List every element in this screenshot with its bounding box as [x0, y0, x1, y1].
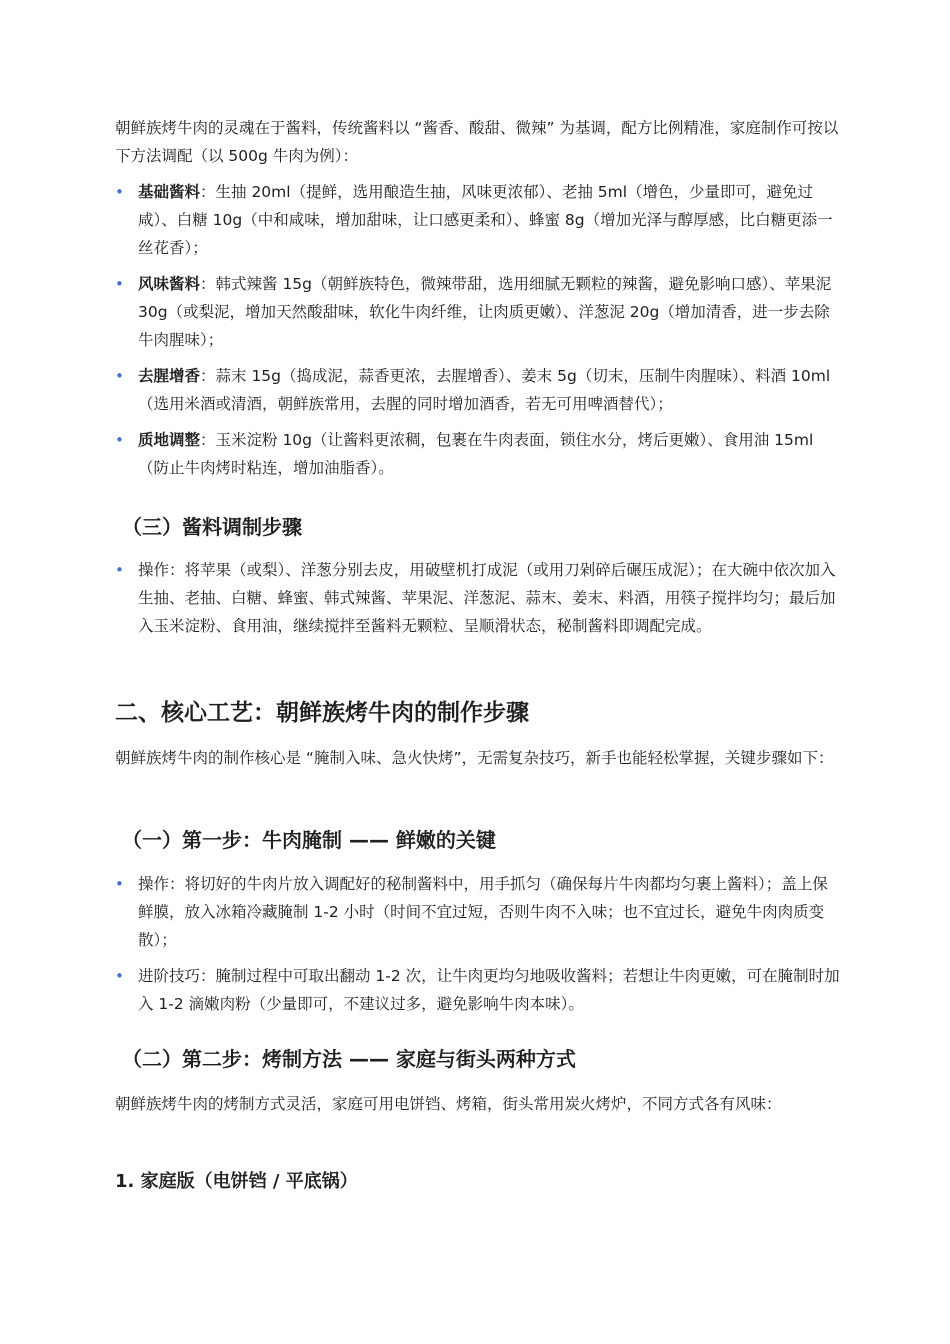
ingredient-text: ：蒜末 15g（捣成泥，蒜香更浓，去腥增香）、姜末 5g（切末，压制牛肉腥味）、料酒 10ml（选用米酒或清酒，朝鲜族常用，去腥的同时增加酒香，若无可用啤酒替代）；: [138, 367, 831, 413]
grilling-intro: 朝鲜族烤牛肉的烤制方式灵活，家庭可用电饼铛、烤箱，街头常用炭火烤炉，不同方式各有风味：: [115, 1095, 782, 1113]
core-process-intro: 朝鲜族烤牛肉的制作核心是 “腌制入味、急火快烤”，无需复杂技巧，新手也能轻松掌握，关键步骤如下：: [115, 749, 834, 767]
ingredient-label: 去腥增香: [138, 367, 201, 385]
section-heading-grilling: （二）第二步：烤制方法 —— 家庭与街头两种方式: [122, 1047, 576, 1071]
list-item: [115, 426, 840, 482]
list-item: • 操作：将切好的牛肉片放入调配好的秘制酱料中，用手抓匀（确保每片牛肉都均匀裹上酱料）；盖上保鲜膜，放入冰箱冷藏腌制 1-2 小时（时间不宜过短，否则牛肉不入味；也不宜过长，避免牛肉肉质变散）；: [115, 870, 840, 954]
intro-paragraph: 朝鲜族烤牛肉的灵魂在于酱料，传统酱料以 “酱香、酸甜、微辣” 为基调，配方比例精准，家庭制作可按以下方法调配（以 500g 牛肉为例）：: [115, 119, 839, 165]
ingredient-label: 基础酱料: [138, 183, 201, 201]
list-item: • 操作：将苹果（或梨）、洋葱分别去皮，用破壁机打成泥（或用刀剁碎后碾压成泥）；在大碗中依次加入生抽、老抽、白糖、蜂蜜、韩式辣酱、苹果泥、洋葱泥、蒜末、姜末、料酒，用筷子搅拌均匀；最后加入玉米淀粉、食用油，继续搅拌至酱料无颗粒、呈顺滑状态，秘制酱料即调配完成。: [115, 556, 840, 640]
ingredient-text: ：玉米淀粉 10g（让酱料更浓稠，包裹在牛肉表面，锁住水分，烤后更嫩）、食用油 15ml（防止牛肉烤时粘连，增加油脂香）。: [138, 431, 814, 477]
ingredient-text: ：生抽 20ml（提鲜，选用酿造生抽，风味更浓郁）、老抽 5ml（增色，少量即可，避免过咸）、白糖 10g（中和咸味，增加甜味，让口感更柔和）、蜂蜜 8g（增加光泽与醇厚感，比白糖更添一丝花香）；: [138, 183, 833, 257]
part-heading-core-process: 二、核心工艺：朝鲜族烤牛肉的制作步骤: [115, 700, 529, 726]
subheading-home-version: 1. 家庭版（电饼铛 / 平底锅）: [115, 1171, 358, 1192]
list-item: [115, 270, 840, 354]
ingredient-label: 质地调整: [138, 431, 201, 449]
list-item: [115, 178, 840, 262]
ingredient-label: 风味酱料: [138, 275, 201, 293]
section-heading-sauce-steps: （三）酱料调制步骤: [122, 515, 302, 539]
list-item: • 进阶技巧：腌制过程中可取出翻动 1-2 次，让牛肉更均匀地吸收酱料；若想让牛肉更嫩，可在腌制时加入 1-2 滴嫩肉粉（少量即可，不建议过多，避免影响牛肉本味）。: [115, 962, 840, 1018]
sauce-steps-list: [115, 556, 840, 640]
list-item: [115, 362, 840, 418]
section-heading-marinate: （一）第一步：牛肉腌制 —— 鲜嫩的关键: [122, 828, 496, 852]
ingredient-text: ：韩式辣酱 15g（朝鲜族特色，微辣带甜，选用细腻无颗粒的辣酱，避免影响口感）、苹果泥 30g（或梨泥，增加天然酸甜味，软化牛肉纤维，让肉质更嫩）、洋葱泥 20g（增加清香，进一步去除牛肉腥味）；: [138, 275, 832, 349]
ingredient-list: [115, 178, 840, 482]
marinate-list: [115, 870, 840, 1018]
